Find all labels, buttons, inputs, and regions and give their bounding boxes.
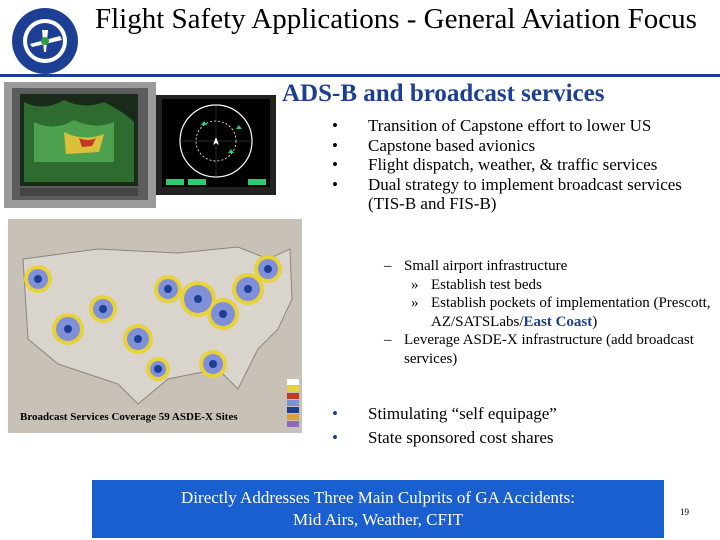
list-item: • State sponsored cost shares	[332, 428, 554, 447]
coverage-map	[8, 219, 302, 433]
list-item: • Flight dispatch, weather, & traffic services	[332, 155, 658, 174]
faa-logo	[10, 6, 80, 76]
map-caption: Broadcast Services Coverage 59 ASDE-X Sites	[20, 411, 238, 423]
traffic-display-photo	[156, 95, 276, 195]
radar-display-photo	[4, 82, 156, 208]
slide-title: Flight Safety Applications - General Aviation Focus	[95, 3, 697, 35]
sub-bullet-list	[384, 257, 718, 368]
page-number: 19	[680, 507, 689, 517]
bottom-bullet-list	[322, 402, 717, 450]
list-item: » Establish test beds	[411, 276, 542, 293]
east-coast-highlight: East Coast	[523, 313, 593, 330]
list-item: » Establish pockets of implementation (Prescott, AZ/SATSLabs/East Coast)	[411, 295, 711, 330]
footer-callout	[92, 480, 664, 538]
list-item: • Stimulating “self equipage”	[332, 404, 557, 423]
slide-subtitle: ADS-B and broadcast services	[282, 80, 605, 107]
list-item: • Transition of Capstone effort to lower US	[332, 116, 652, 135]
list-item: • Dual strategy to implement broadcast services (TIS-B and FIS-B)	[332, 174, 682, 213]
list-item: • Capstone based avionics	[332, 135, 536, 155]
map-legend	[287, 379, 299, 427]
footer-line-2: Mid Airs, Weather, CFIT	[293, 510, 463, 529]
list-item: – Leverage ASDE-X infrastructure (add broadcast services)	[384, 332, 694, 367]
footer-line-1: Directly Addresses Three Main Culprits of GA Accidents:	[181, 488, 575, 507]
title-divider	[0, 74, 720, 77]
main-bullet-list	[322, 116, 717, 214]
list-item: – Small airport infrastructure	[384, 258, 568, 274]
